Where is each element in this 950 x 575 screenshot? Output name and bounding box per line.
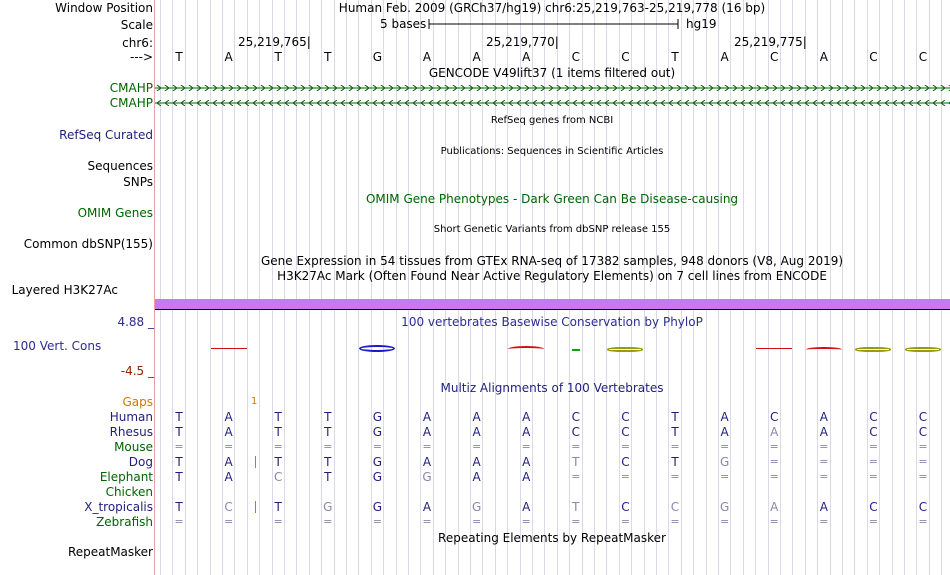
conservation-glyph (756, 348, 792, 353)
coord-tick-3: 25,219,775| (734, 35, 807, 49)
phylop-max-label: 4.88 _ (117, 315, 154, 329)
species-label-x_tropicalis[interactable]: X_tropicalis (84, 500, 153, 514)
alignment-base: = (918, 470, 928, 483)
alignment-base: = (918, 515, 928, 528)
alignment-base: A (522, 425, 531, 439)
alignment-base: = (372, 515, 382, 528)
sequences-label[interactable]: Sequences (87, 159, 153, 173)
species-label-rhesus[interactable]: Rhesus (109, 425, 153, 439)
multiz-track-title: Multiz Alignments of 100 Vertebrates (440, 381, 664, 395)
alignment-base: C (869, 425, 878, 439)
conservation-glyph (211, 348, 247, 353)
alignment-base: T (671, 455, 679, 469)
alignment-base: C (621, 500, 630, 514)
reference-base[interactable]: A (472, 50, 481, 64)
alignment-base: C (670, 500, 680, 514)
dbsnp-track-label[interactable]: Common dbSNP(155) (23, 237, 153, 251)
alignment-base: A (422, 500, 432, 514)
alignment-base: T (175, 410, 183, 424)
alignment-base: = (471, 440, 482, 453)
alignment-base: A (819, 500, 828, 514)
alignment-base: = (620, 470, 630, 483)
alignment-base: A (422, 410, 432, 424)
alignment-base: A (224, 470, 233, 484)
phylop-track-label[interactable]: 100 Vert. Cons (13, 339, 102, 353)
alignment-base: A (522, 410, 531, 424)
alignment-base: C (224, 500, 233, 514)
cmahp-gene-features[interactable] (155, 82, 950, 110)
alignment-base: = (868, 515, 878, 528)
species-label-chicken[interactable]: Chicken (105, 485, 153, 499)
alignment-base: T (274, 455, 282, 469)
strand-label: ---> (129, 50, 153, 64)
alignment-base: T (324, 455, 332, 469)
gencode-label-cmahp-2[interactable]: CMAHP (109, 96, 153, 110)
refseq-track-title: RefSeq genes from NCBI (490, 115, 614, 126)
coord-1-text: 25,219,765 (238, 35, 307, 49)
species-label-dog[interactable]: Dog (128, 455, 153, 469)
reference-base[interactable]: A (422, 50, 432, 64)
gencode-label-cmahp-1[interactable]: CMAHP (109, 81, 153, 95)
alignment-base: T (175, 425, 183, 439)
alignment-base: G (471, 500, 482, 514)
alignment-base: A (522, 470, 531, 484)
reference-base[interactable]: C (769, 50, 779, 64)
alignment-base: T (274, 500, 282, 514)
reference-base[interactable]: G (372, 50, 383, 64)
alignment-base: G (372, 425, 383, 439)
repeatmasker-track-label[interactable]: RepeatMasker (67, 545, 153, 559)
alignment-base: C (571, 410, 580, 424)
alignment-base: T (572, 455, 580, 469)
insertion-marker (255, 501, 256, 513)
alignment-base: = (273, 440, 283, 453)
alignment-base: = (769, 455, 779, 468)
alignment-base: A (422, 455, 432, 469)
window-position-text: Human Feb. 2009 (GRCh37/hg19) chr6:25,219,763-25,219,778 (16 bp) (338, 1, 766, 15)
alignment-base: C (621, 410, 630, 424)
species-label-elephant[interactable]: Elephant (99, 470, 153, 484)
alignment-base: = (174, 440, 184, 453)
alignment-base: = (769, 515, 779, 528)
scale-text: 5 bases (380, 17, 427, 31)
alignment-base: = (918, 455, 928, 468)
reference-base[interactable]: A (819, 50, 828, 64)
alignment-base: A (720, 425, 729, 439)
alignment-base: = (174, 515, 184, 528)
refseq-track-label[interactable]: RefSeq Curated (59, 128, 153, 142)
alignment-base: T (572, 500, 580, 514)
gaps-label[interactable]: Gaps (122, 395, 153, 409)
alignment-base: G (372, 410, 383, 424)
alignment-base: = (670, 440, 680, 453)
alignment-base: A (720, 410, 729, 424)
reference-base[interactable]: A (522, 50, 531, 64)
alignment-base: = (769, 440, 779, 453)
reference-base[interactable]: C (869, 50, 878, 64)
alignment-base: C (769, 410, 779, 424)
alignment-base: A (472, 425, 481, 439)
alignment-base: T (175, 455, 183, 469)
alignment-base: A (770, 500, 779, 514)
species-label-mouse[interactable]: Mouse (114, 440, 153, 454)
alignment-base: C (273, 470, 283, 484)
alignment-base: = (819, 470, 829, 483)
alignment-base: = (323, 440, 333, 453)
phylop-track-title: 100 vertebrates Basewise Conservation by PhyloP (401, 315, 703, 329)
alignment-base: = (868, 455, 878, 468)
alignment-base: G (372, 470, 383, 484)
scale-label[interactable]: Scale (120, 18, 153, 32)
alignment-base: A (224, 455, 233, 469)
alignment-base: T (274, 410, 282, 424)
publications-track-title: Publications: Sequences in Scientific Articles (440, 146, 664, 157)
species-label-human[interactable]: Human (109, 410, 153, 424)
alignment-base: = (521, 440, 531, 453)
alignment-base: = (372, 440, 382, 453)
phylop-min-label: -4.5 _ (120, 364, 154, 378)
reference-base[interactable]: A (720, 50, 729, 64)
alignment-base: T (175, 500, 183, 514)
conservation-glyph (905, 347, 941, 352)
alignment-base: A (472, 470, 481, 484)
alignment-base: = (819, 440, 829, 453)
alignment-base: = (868, 440, 878, 453)
alignment-base: = (918, 440, 928, 453)
coord-2-text: 25,219,770 (486, 35, 555, 49)
scale-assembly: hg19 (686, 17, 717, 31)
alignment-base: A (522, 500, 531, 514)
reference-base[interactable]: A (224, 50, 233, 64)
alignment-base: T (324, 470, 332, 484)
alignment-base: G (323, 500, 333, 514)
alignment-base: T (274, 425, 282, 439)
alignment-base: G (422, 470, 432, 484)
gap-count-marker: 1 (251, 396, 258, 407)
omim-track-label[interactable]: OMIM Genes (77, 206, 153, 220)
species-label-zebrafish[interactable]: Zebrafish (96, 515, 153, 529)
alignment-base: G (719, 455, 730, 469)
coord-3-text: 25,219,775 (734, 35, 803, 49)
alignment-base: C (918, 425, 928, 439)
alignment-base: T (175, 470, 183, 484)
alignment-base: C (869, 410, 878, 424)
snps-label[interactable]: SNPs (123, 175, 153, 189)
alignment-base: = (819, 515, 829, 528)
alignment-base: = (422, 440, 432, 453)
alignment-base: C (918, 410, 928, 424)
alignment-base: A (522, 455, 531, 469)
h3k27ac-track-title: H3K27Ac Mark (Often Found Near Active Regulatory Elements) on 7 cell lines from ENCODE (277, 269, 827, 283)
conservation-glyph (572, 349, 580, 355)
alignment-base: = (719, 470, 730, 483)
alignment-base: = (819, 455, 829, 468)
alignment-base: T (324, 410, 332, 424)
alignment-base: A (819, 410, 828, 424)
alignment-base: = (670, 470, 680, 483)
alignment-base: = (719, 440, 730, 453)
h3k27ac-track-label[interactable]: Layered H3K27Ac (11, 283, 118, 297)
alignment-base: = (223, 440, 234, 453)
alignment-base: = (471, 515, 482, 528)
alignment-base: T (324, 425, 332, 439)
reference-base[interactable]: T (175, 50, 183, 64)
alignment-base: = (223, 515, 234, 528)
alignment-base: G (719, 500, 730, 514)
alignment-base: G (372, 455, 383, 469)
reference-base[interactable]: T (324, 50, 332, 64)
alignment-base: A (472, 455, 481, 469)
alignment-base: A (422, 425, 432, 439)
coord-tick-1: 25,219,765| (238, 35, 311, 49)
conservation-glyph (855, 347, 891, 352)
alignment-base: = (571, 515, 581, 528)
alignment-base: = (323, 515, 333, 528)
dbsnp-track-title: Short Genetic Variants from dbSNP release 155 (433, 224, 671, 235)
coord-tick-2: 25,219,770| (486, 35, 559, 49)
alignment-base: C (869, 500, 878, 514)
alignment-base: = (620, 515, 630, 528)
alignment-base: = (571, 470, 581, 483)
alignment-base: C (621, 425, 630, 439)
window-position-label[interactable]: Window Position (55, 1, 153, 15)
conservation-glyph (806, 347, 842, 352)
alignment-base: = (571, 440, 581, 453)
alignment-base: = (868, 470, 878, 483)
alignment-base: C (571, 425, 580, 439)
alignment-base: G (372, 500, 383, 514)
alignment-base: = (719, 515, 730, 528)
alignment-base: = (769, 470, 779, 483)
alignment-base: = (273, 515, 283, 528)
conservation-glyph (607, 347, 643, 352)
insertion-marker (255, 456, 256, 468)
chrom-label[interactable]: chr6: (122, 36, 153, 50)
repeatmasker-track-title: Repeating Elements by RepeatMasker (438, 531, 666, 545)
alignment-base: A (819, 425, 828, 439)
alignment-base: A (224, 410, 233, 424)
gtex-track-title: Gene Expression in 54 tissues from GTEx RNA-seq of 17382 samples, 948 donors (V8, Aug 2019) (260, 254, 844, 268)
alignment-base: A (472, 410, 481, 424)
reference-base[interactable]: C (918, 50, 928, 64)
alignment-base: C (918, 500, 928, 514)
scale-bar (428, 17, 680, 31)
omim-track-title: OMIM Gene Phenotypes - Dark Green Can Be Disease-causing (365, 192, 739, 206)
gencode-track-title: GENCODE V49lift37 (1 items filtered out) (428, 66, 676, 80)
alignment-base: A (224, 425, 233, 439)
alignment-base: A (770, 425, 779, 439)
alignment-base: = (422, 515, 432, 528)
conservation-glyph (508, 346, 544, 352)
reference-base[interactable]: T (671, 50, 679, 64)
h3k27ac-baseline (155, 309, 950, 310)
reference-base[interactable]: T (274, 50, 282, 64)
reference-base[interactable]: C (621, 50, 630, 64)
alignment-base: T (671, 410, 679, 424)
alignment-base: = (620, 440, 630, 453)
alignment-base: = (521, 515, 531, 528)
alignment-base: = (670, 515, 680, 528)
alignment-base: T (671, 425, 679, 439)
reference-base[interactable]: C (571, 50, 580, 64)
alignment-base: C (621, 455, 630, 469)
h3k27ac-signal-bar[interactable] (155, 299, 950, 309)
